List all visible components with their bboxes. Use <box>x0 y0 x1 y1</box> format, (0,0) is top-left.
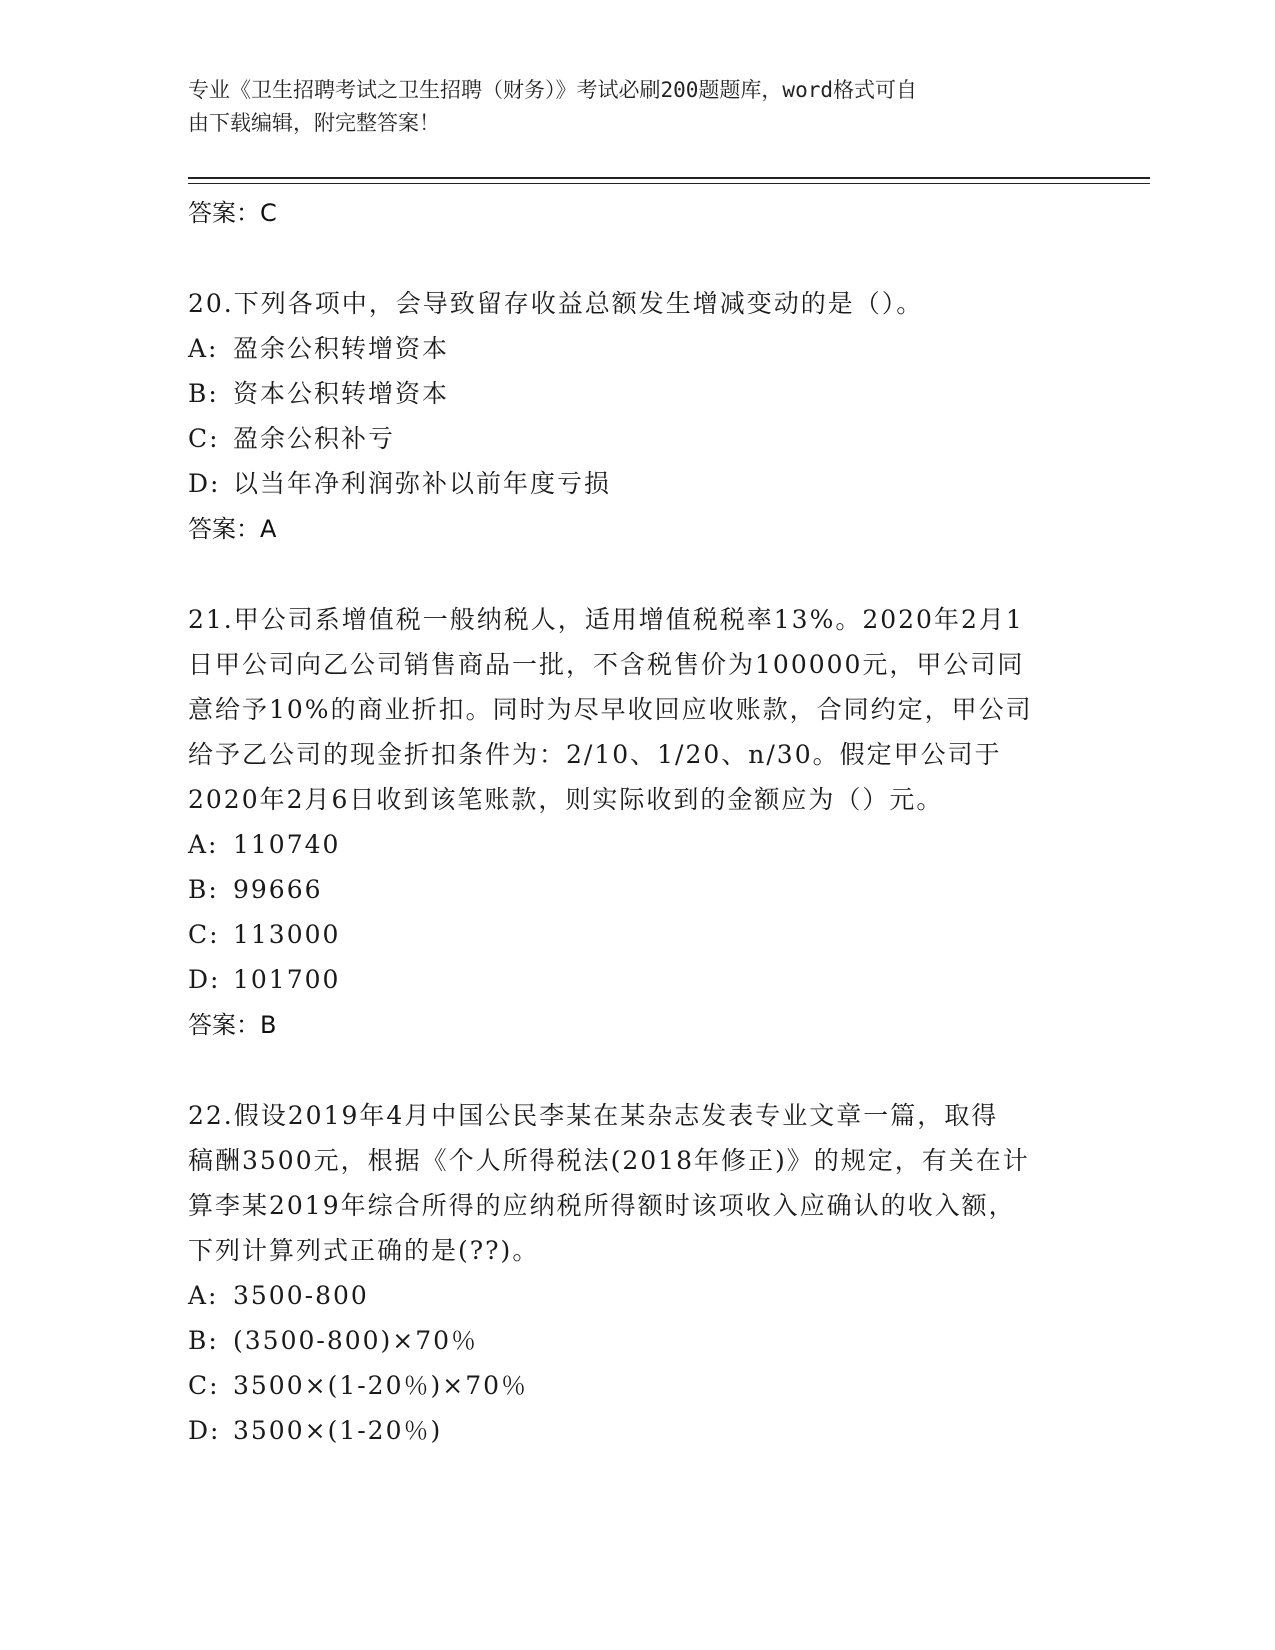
option-c <box>188 1363 1088 1408</box>
stem-line: 意给予10%的商业折扣。同时为尽早收回应收账款，合同约定，甲公司 <box>188 695 1033 724</box>
option-c <box>188 416 1088 461</box>
stem-line: 日甲公司向乙公司销售商品一批，不含税售价为100000元，甲公司同 <box>188 650 1025 679</box>
option-letter: C: <box>188 424 220 453</box>
question-21 <box>188 597 1088 1048</box>
document-body <box>188 190 1088 1453</box>
question-stem <box>188 281 1088 326</box>
spacer <box>188 552 1088 597</box>
option-text: 以当年净利润弥补以前年度亏损 <box>233 469 612 498</box>
option-text: 101700 <box>233 965 341 994</box>
stem-line: 算李某2019年综合所得的应纳税所得额时该项收入应确认的收入额， <box>188 1191 1016 1220</box>
spacer <box>188 236 1088 281</box>
header-line-2: 由下载编辑，附完整答案！ <box>188 111 440 135</box>
option-letter: A: <box>188 830 219 859</box>
previous-answer: 答案：C <box>188 199 277 227</box>
option-letter: C: <box>188 920 220 949</box>
stem-line: 20.下列各项中，会导致留存收益总额发生增减变动的是（）。 <box>188 289 924 318</box>
option-letter: A: <box>188 334 219 363</box>
option-letter: B: <box>188 1326 219 1355</box>
option-b <box>188 371 1088 416</box>
option-b <box>188 1318 1088 1363</box>
option-d <box>188 1408 1088 1453</box>
header-divider-thin <box>188 183 1150 184</box>
option-letter: A: <box>188 1281 219 1310</box>
option-a <box>188 822 1088 867</box>
option-text: 3500×(1-20％)×70％ <box>233 1371 529 1400</box>
stem-line: 21.甲公司系增值税一般纳税人，适用增值税税率13%。2020年2月1 <box>188 605 1024 634</box>
option-letter: C: <box>188 1371 220 1400</box>
option-text: 盈余公积补亏 <box>233 424 396 453</box>
option-text: 资本公积转增资本 <box>233 379 450 408</box>
option-text: (3500-800)×70％ <box>233 1326 479 1355</box>
option-c <box>188 912 1088 957</box>
option-letter: D: <box>188 1416 221 1445</box>
question-stem <box>188 597 1088 822</box>
option-text: 113000 <box>233 920 341 949</box>
stem-line: 给予乙公司的现金折扣条件为：2/10、1/20、n/30。假定甲公司于 <box>188 740 1002 769</box>
question-20 <box>188 281 1088 552</box>
header-divider-thick <box>188 177 1150 179</box>
option-letter: D: <box>188 965 221 994</box>
option-text: 3500×(1-20％) <box>233 1416 443 1445</box>
answer: 答案：A <box>188 515 277 543</box>
page-header <box>188 74 1088 140</box>
option-text: 盈余公积转增资本 <box>233 334 450 363</box>
option-text: 3500-800 <box>233 1281 369 1310</box>
option-letter: B: <box>188 875 219 904</box>
option-b <box>188 867 1088 912</box>
stem-line: 稿酬3500元，根据《个人所得税法(2018年修正)》的规定，有关在计 <box>188 1146 1030 1175</box>
question-stem <box>188 1093 1088 1273</box>
option-a <box>188 1273 1088 1318</box>
stem-line: 2020年2月6日收到该笔账款，则实际收到的金额应为（）元。 <box>188 785 944 814</box>
question-22 <box>188 1093 1088 1453</box>
stem-line: 下列计算列式正确的是(??)。 <box>188 1236 540 1265</box>
option-d <box>188 461 1088 506</box>
stem-line: 22.假设2019年4月中国公民李某在某杂志发表专业文章一篇，取得 <box>188 1101 999 1130</box>
option-text: 99666 <box>233 875 323 904</box>
spacer <box>188 1048 1088 1093</box>
option-d <box>188 957 1088 1002</box>
option-letter: B: <box>188 379 219 408</box>
option-text: 110740 <box>233 830 341 859</box>
header-line-1: 专业《卫生招聘考试之卫生招聘（财务）》考试必刷200题题库，word格式可自 <box>188 78 917 102</box>
option-letter: D: <box>188 469 221 498</box>
option-a <box>188 326 1088 371</box>
answer: 答案：B <box>188 1011 277 1039</box>
